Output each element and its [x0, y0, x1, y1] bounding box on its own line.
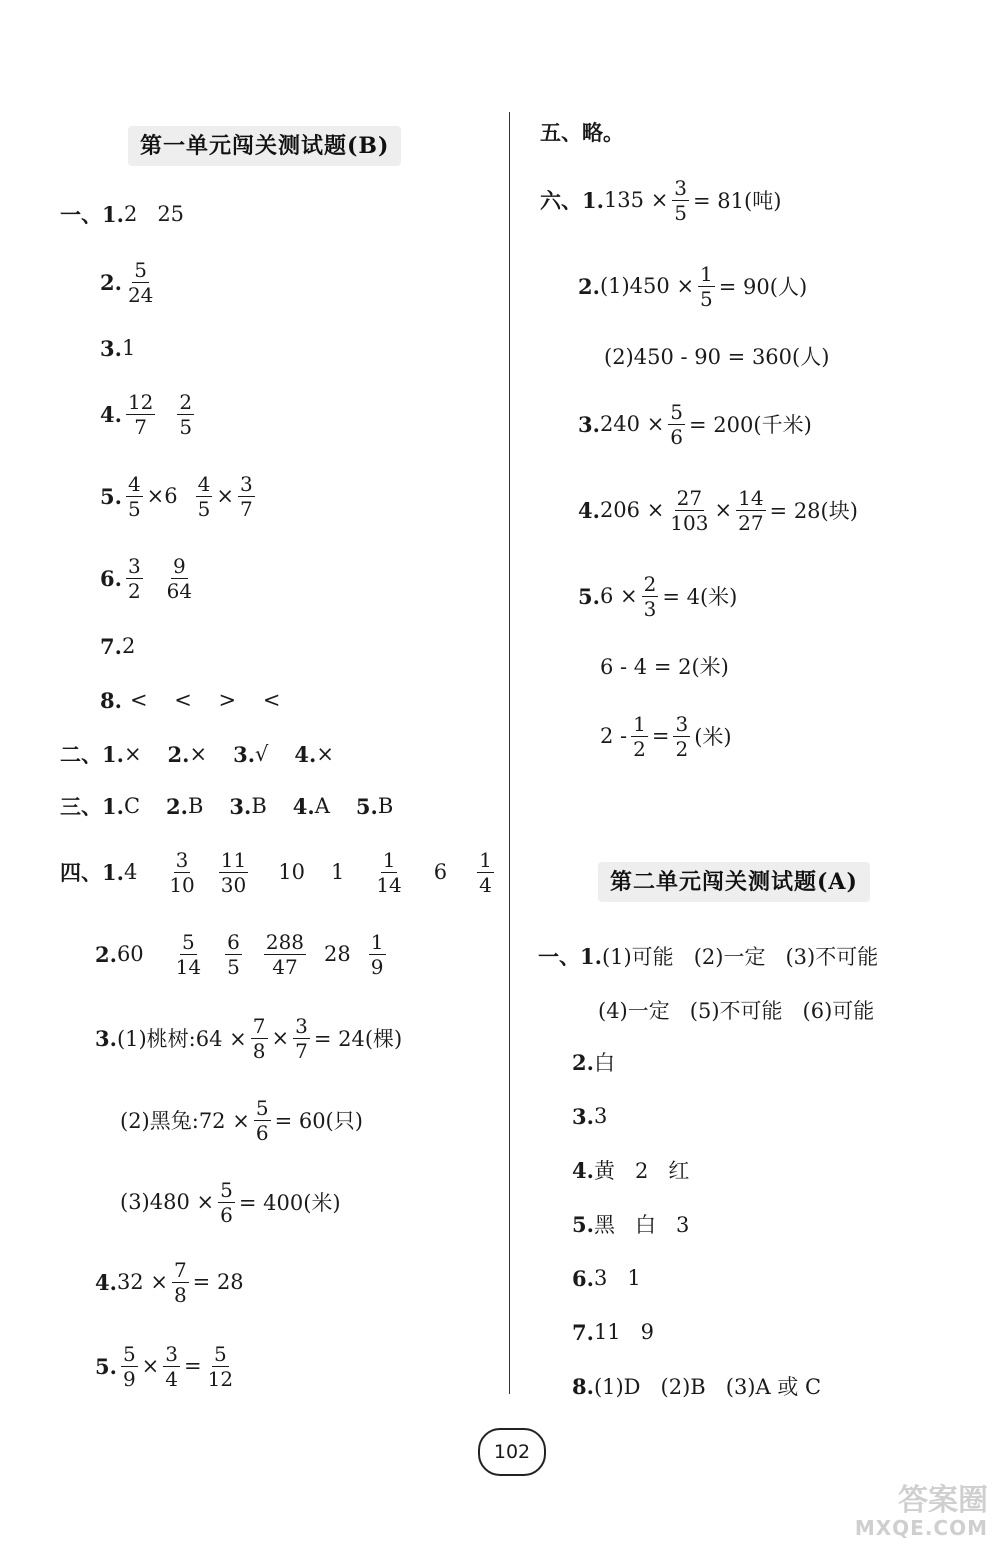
- fraction: $\frac{288}{47}$: [265, 929, 305, 979]
- answer-line: 2. 60 $\frac{5}{14}$ $\frac{6}{5}$ $\frac{288}{47}$ 28 $\frac{1}{9}$: [95, 929, 384, 979]
- answer-line: 一、 1. 2 25: [60, 201, 185, 227]
- answer-line: 三、 1. C 2. B 3. B 4. A 5. B: [60, 793, 394, 819]
- fraction: $\frac{1}{9}$: [370, 929, 384, 979]
- answer-line: 3. (1)桃树:64 × $\frac{7}{8}$ × $\frac{3}{7}$ = 24(棵): [95, 1013, 403, 1063]
- fraction: $\frac{4}{5}$: [127, 471, 141, 521]
- fraction: $\frac{1}{14}$: [376, 847, 402, 897]
- answer-line: (4)一定 (5)不可能 (6)可能: [598, 999, 875, 1023]
- answer-line: 5. 6 × $\frac{2}{3}$ = 4(米): [578, 571, 738, 621]
- fraction: $\frac{5}{6}$: [220, 1177, 233, 1227]
- answer-line: 5. $\frac{4}{5}$ × 6 $\frac{4}{5}$ × $\frac{3}{7}$: [100, 471, 253, 521]
- fraction: $\frac{5}{24}$: [127, 257, 154, 307]
- fraction: $\frac{7}{8}$: [252, 1013, 266, 1063]
- answer-line: 7. 2: [100, 633, 136, 659]
- section-title-unit1-b: 第一单元闯关测试题(B): [128, 126, 401, 166]
- fraction: $\frac{3}{7}$: [295, 1013, 308, 1063]
- section-title-unit2-a: 第二单元闯关测试题(A): [598, 862, 870, 902]
- answer-line: 4. 206 × $\frac{27}{103}$ × $\frac{14}{27}$ = 28(块): [578, 485, 858, 535]
- fraction: $\frac{1}{4}$: [479, 847, 492, 897]
- fraction: $\frac{5}{9}$: [122, 1341, 136, 1391]
- fraction: $\frac{1}{5}$: [700, 261, 713, 311]
- fraction: $\frac{12}{7}$: [127, 389, 154, 439]
- answer-line: 8. < < > <: [100, 687, 281, 713]
- answer-line: (2)450 - 90 = 360(人): [604, 345, 830, 369]
- fraction: $\frac{27}{103}$: [670, 485, 709, 535]
- fraction: $\frac{3}{2}$: [127, 553, 141, 603]
- answer-line: 4. 黄 2 红: [572, 1157, 690, 1183]
- fraction: $\frac{7}{8}$: [173, 1257, 187, 1307]
- fraction: $\frac{2}{3}$: [643, 571, 657, 621]
- answer-line: 6. $\frac{3}{2}$ $\frac{9}{64}$: [100, 553, 193, 603]
- page-number: 102: [478, 1428, 546, 1476]
- answer-line: 6 - 4 = 2(米): [600, 655, 729, 679]
- fraction: $\frac{5}{12}$: [207, 1341, 234, 1391]
- answer-line: (3)480 × $\frac{5}{6}$ = 400(米): [120, 1177, 341, 1227]
- watermark-logo: 答案圈 MXQE.COM: [854, 1483, 988, 1540]
- answer-line: 2. $\frac{5}{24}$: [100, 257, 154, 307]
- fraction: $\frac{5}{6}$: [255, 1095, 269, 1145]
- answer-line: 二、 1. × 2. × 3. √ 4. ×: [60, 741, 334, 767]
- answer-line: 8. (1)D (2)B (3)A 或 C: [572, 1373, 822, 1399]
- answer-line: 2. 白: [572, 1049, 615, 1075]
- fraction: $\frac{5}{14}$: [175, 929, 202, 979]
- fraction: $\frac{9}{64}$: [166, 553, 193, 603]
- fraction: $\frac{14}{27}$: [738, 485, 764, 535]
- answer-line: 4. $\frac{12}{7}$ $\frac{2}{5}$: [100, 389, 193, 439]
- answer-line: (2)黑兔:72 × $\frac{5}{6}$ = 60(只): [120, 1095, 363, 1145]
- fraction: $\frac{3}{5}$: [674, 175, 688, 225]
- answer-line: 3. 240 × $\frac{5}{6}$ = 200(千米): [578, 399, 812, 449]
- column-divider: [509, 112, 510, 1394]
- fraction: $\frac{1}{2}$: [633, 711, 646, 761]
- fraction: $\frac{11}{30}$: [220, 847, 247, 897]
- answer-line: 3. 3: [572, 1103, 608, 1129]
- fraction: $\frac{3}{10}$: [169, 847, 195, 897]
- fraction: $\frac{2}{5}$: [179, 389, 193, 439]
- fraction: $\frac{3}{7}$: [240, 471, 253, 521]
- answer-line: 5. $\frac{5}{9}$ × $\frac{3}{4}$ = $\frac{5}{12}$: [95, 1341, 234, 1391]
- fraction: $\frac{5}{6}$: [670, 399, 684, 449]
- answer-line: 4. 32 × $\frac{7}{8}$ = 28: [95, 1257, 244, 1307]
- answer-line: 6. 3 1: [572, 1265, 641, 1291]
- answer-line: 7. 11 9: [572, 1319, 655, 1345]
- fraction: $\frac{6}{5}$: [227, 929, 240, 979]
- answer-line: 3. 1: [100, 335, 136, 361]
- answer-line: 一、 1. (1)可能 (2)一定 (3)不可能: [538, 943, 879, 969]
- answer-line: 2. (1)450 × $\frac{1}{5}$ = 90(人): [578, 261, 808, 311]
- fraction: $\frac{4}{5}$: [197, 471, 211, 521]
- answer-line: 五、略。: [540, 120, 624, 145]
- answer-line: 2 - $\frac{1}{2}$ = $\frac{3}{2}$ (米): [600, 711, 732, 761]
- answer-line: 5. 黑 白 3: [572, 1211, 690, 1237]
- answer-line: 四、 1. 4 $\frac{3}{10}$ $\frac{11}{30}$ 10 1 $\frac{1}{14}$ 6 $\frac{1}{4}$: [60, 847, 492, 897]
- answer-line: 六、 1. 135 × $\frac{3}{5}$ = 81(吨): [540, 175, 782, 225]
- fraction: $\frac{3}{4}$: [165, 1341, 179, 1391]
- fraction: $\frac{3}{2}$: [675, 711, 689, 761]
